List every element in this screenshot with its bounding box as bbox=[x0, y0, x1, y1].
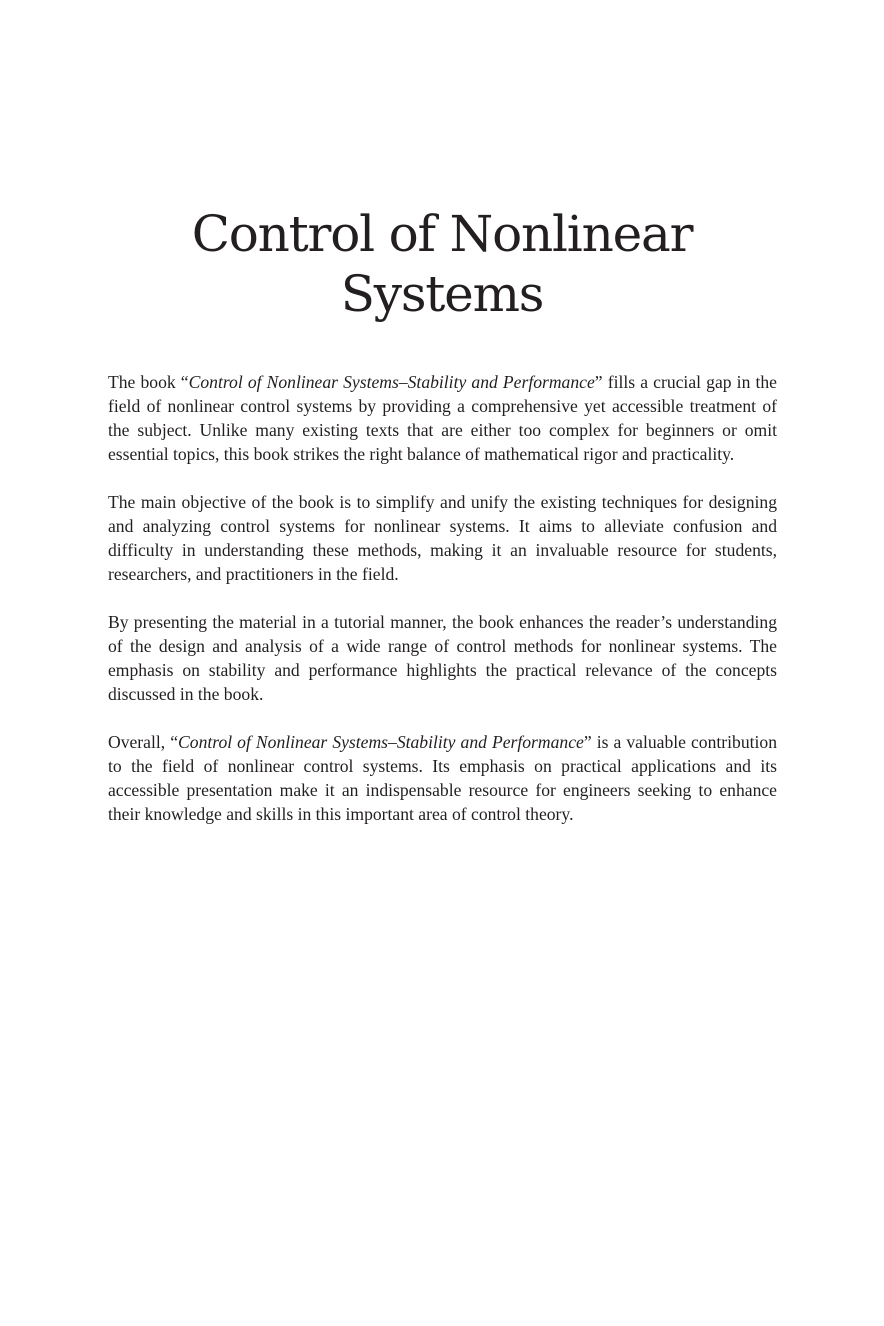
paragraph-1-body: ” fills a crucial gap in the field of nonlinear control systems by providing a comprehensive yet accessible treatment of the subject. Unlike many existing texts that are either too complex for beginners or omit essential topics, this book strikes the right balance of mathematical rigor and practicality. bbox=[108, 372, 777, 464]
description-paragraph-1 bbox=[108, 370, 777, 466]
book-title-line-1: Control of Nonlinear bbox=[191, 205, 693, 263]
book-title bbox=[0, 204, 884, 324]
book-description bbox=[108, 370, 777, 850]
paragraph-4-lead: Overall, “ bbox=[108, 732, 179, 752]
paragraph-1-book-name: Control of Nonlinear Systems–Stability and Performance bbox=[188, 372, 595, 392]
book-title-line-2: Systems bbox=[340, 265, 544, 323]
paragraph-1-lead: The book “ bbox=[108, 372, 189, 392]
description-paragraph-3: By presenting the material in a tutorial manner, the book enhances the reader’s understanding of the design and analysis of a wide range of control methods for nonlinear systems. The emphasis on stability and performance highlights the practical relevance of the concepts discussed in the book. bbox=[108, 612, 777, 704]
paragraph-4-body: ” is a valuable contribution to the field of nonlinear control systems. Its emphasis on practical applications and its accessible presentation make it an indispensable resource for engineers seeking to enhance their knowledge and skills in this important area of control theory. bbox=[108, 732, 777, 824]
description-paragraph-2: The main objective of the book is to simplify and unify the existing techniques for designing and analyzing control systems for nonlinear systems. It aims to alleviate confusion and difficulty in understanding these methods, making it an invaluable resource for students, researchers, and practitioners in the field. bbox=[108, 492, 777, 584]
description-paragraph-4 bbox=[108, 730, 777, 826]
paragraph-4-book-name: Control of Nonlinear Systems–Stability and Performance bbox=[178, 732, 584, 752]
